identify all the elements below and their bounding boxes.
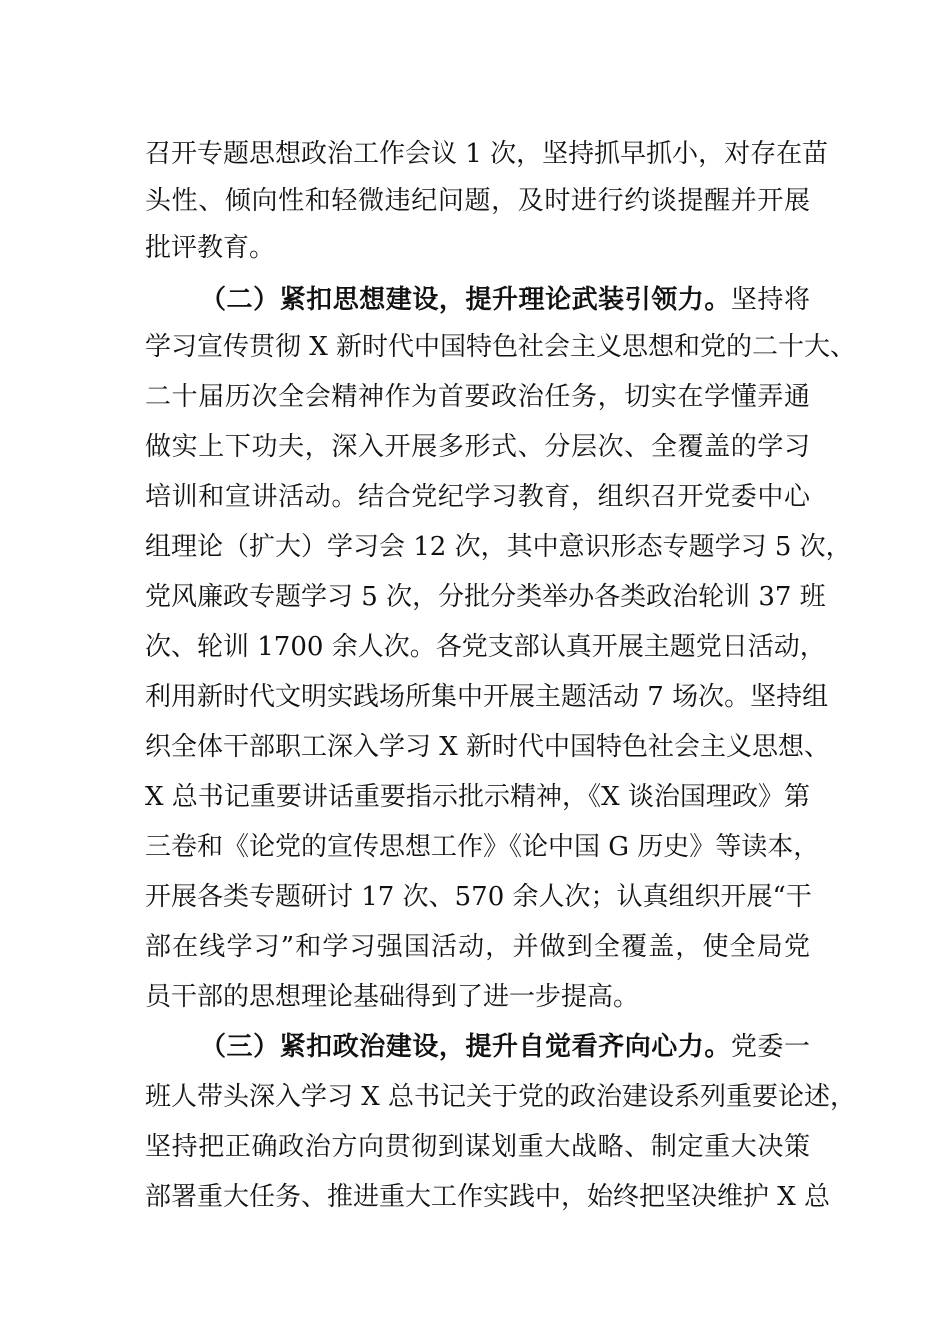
body-text-line: 组理论（扩大）学习会 12 次，其中意识形态专题学习 5 次，	[145, 532, 852, 562]
body-text-line: 班人带头深入学习 X 总书记关于党的政治建设系列重要论述，	[145, 1082, 857, 1112]
body-text-line: 党风廉政专题学习 5 次，分批分类举办各类政治轮训 37 班	[145, 582, 826, 612]
body-text-line: 开展各类专题研讨 17 次、570 余人次；认真组织开展“干	[145, 882, 812, 912]
body-text-line: 批评教育。	[145, 233, 276, 263]
body-text-line: 织全体干部职工深入学习 X 新时代中国特色社会主义思想、	[145, 732, 831, 762]
body-text-line: 坚持把正确政治方向贯彻到谋划重大战略、制定重大决策	[145, 1132, 810, 1162]
body-text: 坚持将	[730, 285, 810, 315]
section-heading: （三）紧扣政治建设，提升自觉看齐向心力。	[200, 1032, 731, 1062]
body-text-line: 学习宣传贯彻 X 新时代中国特色社会主义思想和党的二十大、	[145, 332, 857, 362]
body-text: 党委一	[730, 1032, 810, 1062]
body-text-line: 部署重大任务、推进重大工作实践中，始终把坚决维护 X 总	[145, 1182, 831, 1212]
body-text-line: 头性、倾向性和轻微违纪问题，及时进行约谈提醒并开展	[145, 186, 810, 216]
section-heading: （二）紧扣思想建设，提升理论武装引领力。	[200, 285, 731, 315]
body-text-line: 召开专题思想政治工作会议 1 次，坚持抓早抓小，对存在苗	[145, 139, 829, 169]
body-text-line: 二十届历次全会精神作为首要政治任务，切实在学懂弄通	[145, 382, 810, 412]
body-text-line: 做实上下功夫，深入开展多形式、分层次、全覆盖的学习	[145, 432, 810, 462]
paragraph-first-line	[200, 1030, 810, 1064]
body-text-line: 员干部的思想理论基础得到了进一步提高。	[145, 982, 640, 1012]
body-text-line: 培训和宣讲活动。结合党纪学习教育，组织召开党委中心	[145, 482, 810, 512]
body-text-line: 部在线学习”和学习强国活动，并做到全覆盖，使全局党	[145, 932, 810, 962]
body-text-line: X 总书记重要讲话重要指示批示精神，《X 谈治国理政》第	[145, 782, 810, 812]
body-text-line: 次、轮训 1700 余人次。各党支部认真开展主题党日活动，	[145, 632, 826, 662]
body-text-line: 利用新时代文明实践场所集中开展主题活动 7 场次。坚持组	[145, 682, 829, 712]
body-text-line: 三卷和《论党的宣传思想工作》《论中国 G 历史》等读本，	[145, 832, 820, 862]
paragraph-first-line	[200, 283, 810, 317]
